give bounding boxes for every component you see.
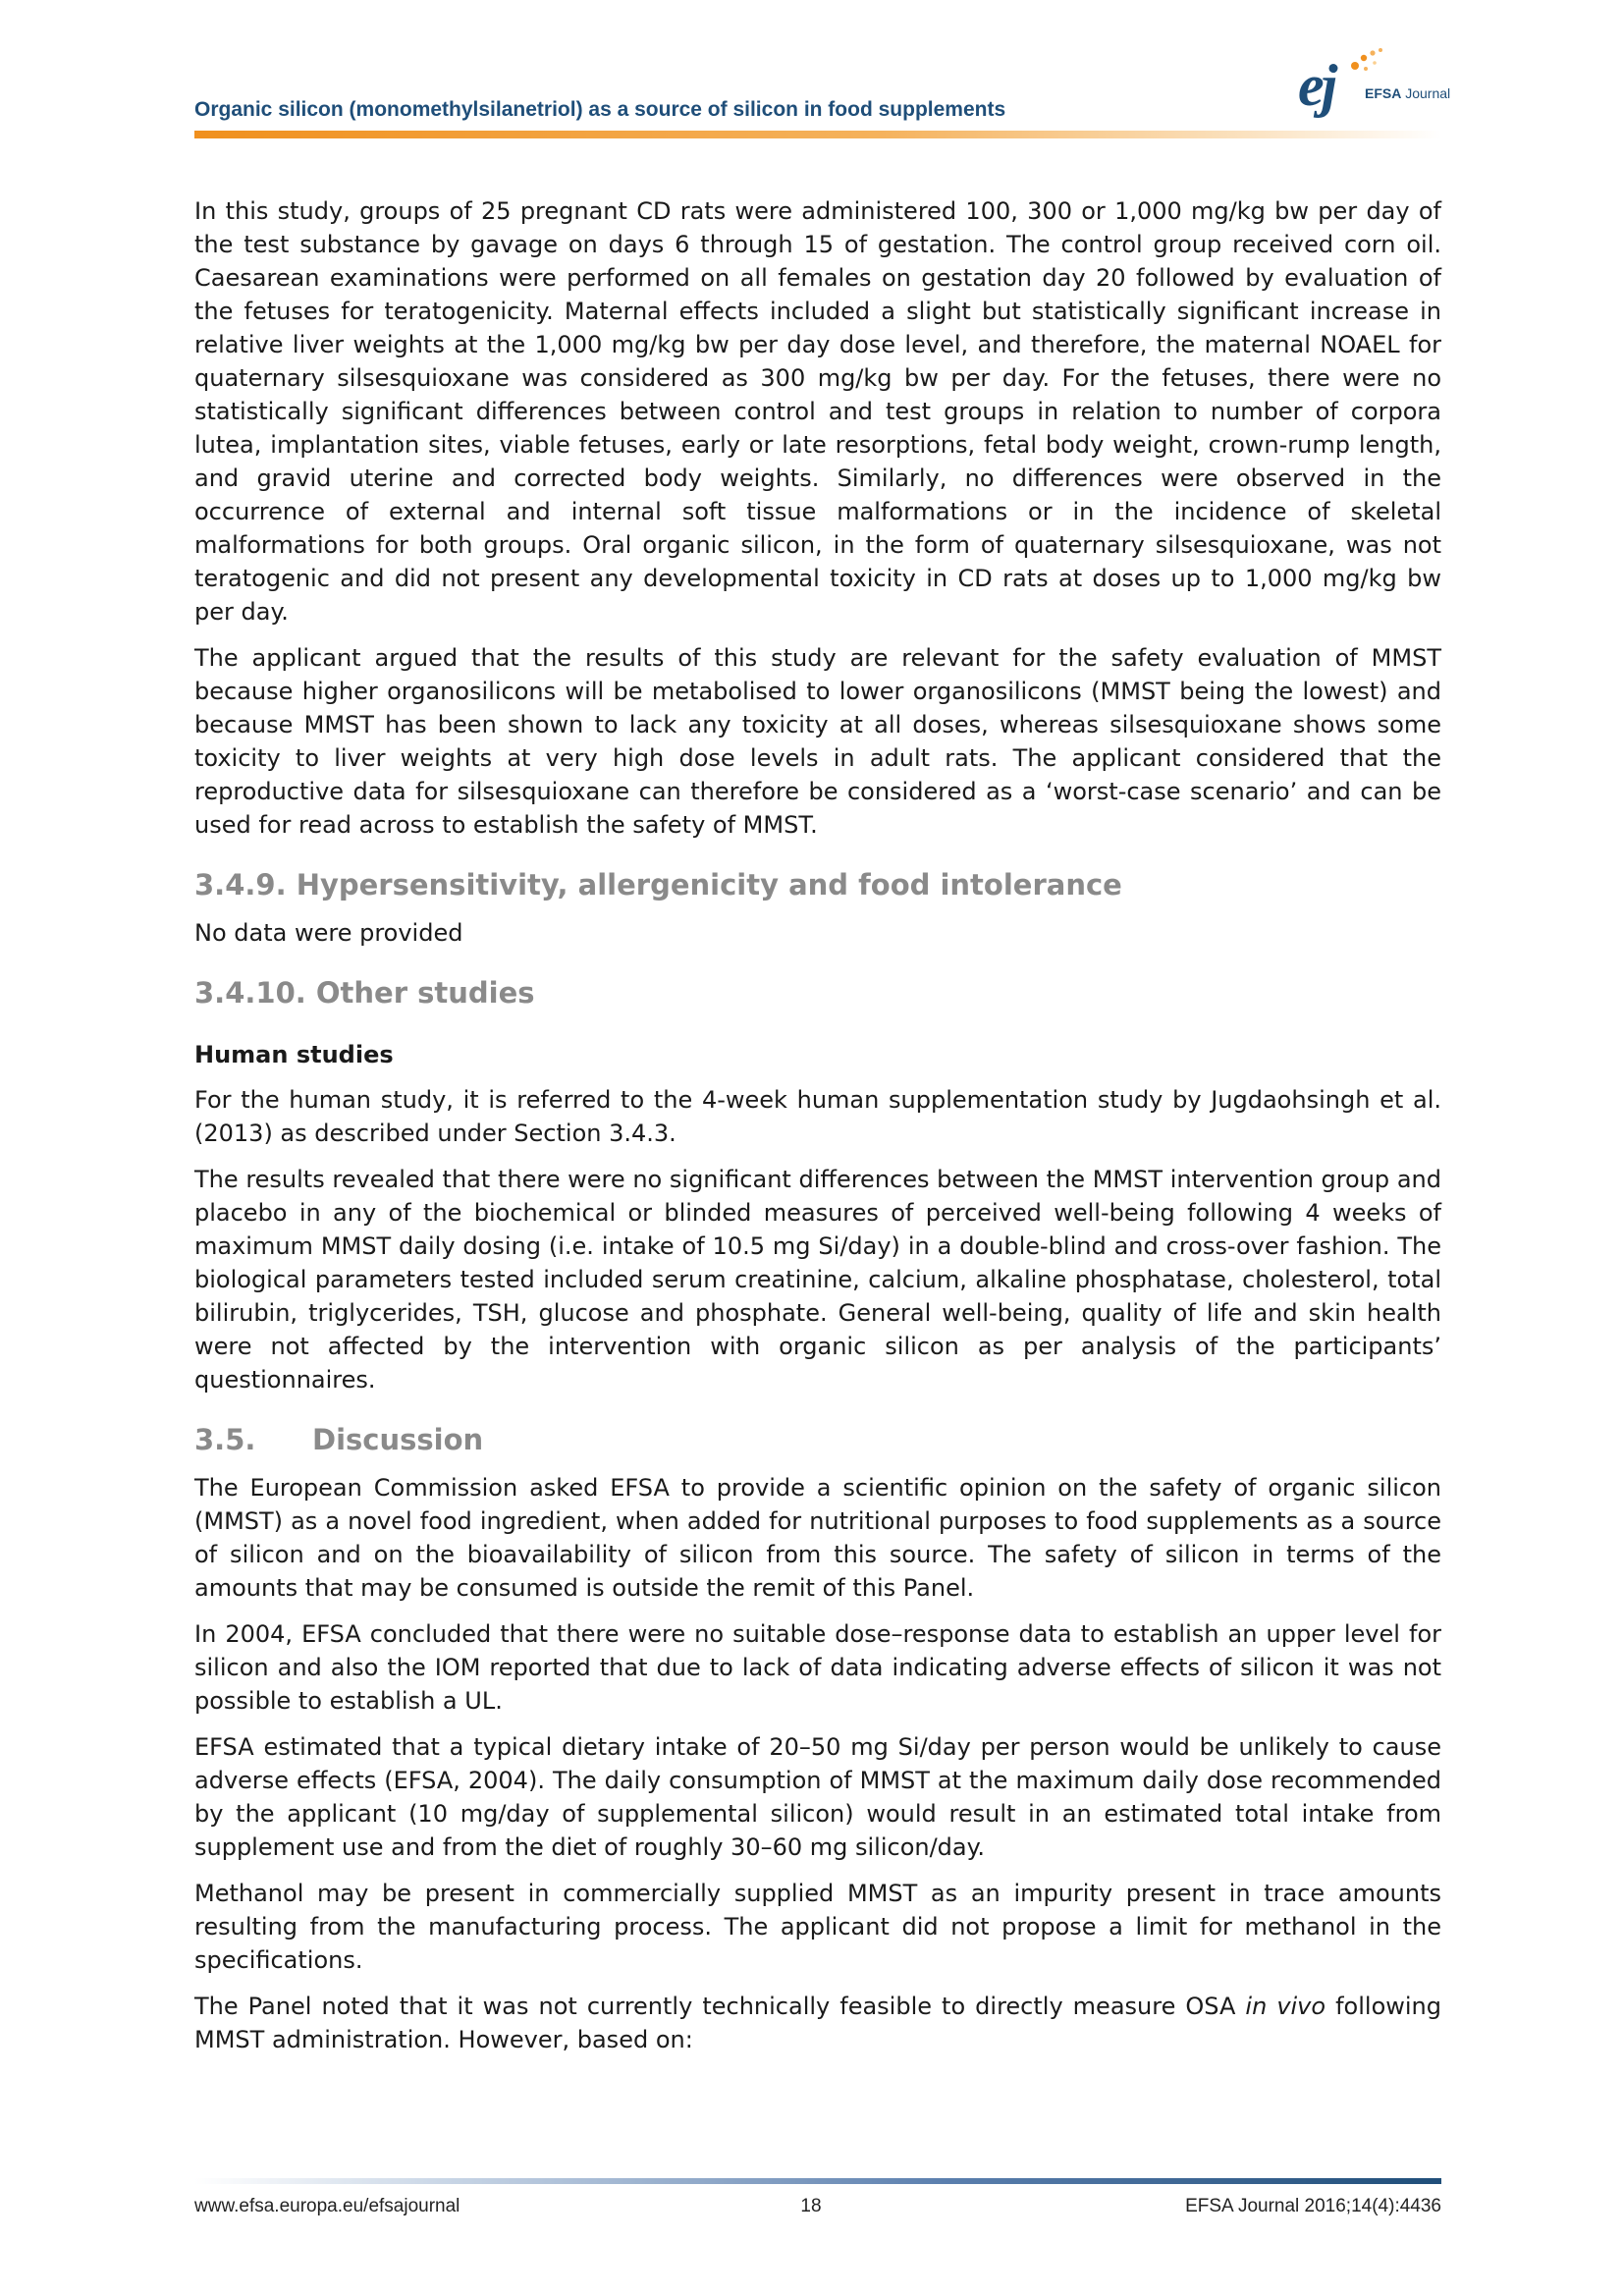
section-title: Other studies <box>315 976 535 1010</box>
paragraph: In this study, groups of 25 pregnant CD rats were administered 100, 300 or 1,000 mg/kg bw per day of the test substance by gavage on days 6 through 15 of gestation. The control group received corn oil. Caesarean examinations were performed on all females on gestation day 20 followed by evaluation of the fetuses for teratogenicity. Maternal effects included a slight but statistically significant increase in relative liver weights at the 1,000 mg/kg bw per day dose level, and therefore, the maternal NOAEL for quaternary silsesquioxane was considered as 300 mg/kg bw per day. For the fetuses, there were no statistically significant differences between control and test groups in relation to number of corpora lutea, implantation sites, viable fetuses, early or late resorptions, fetal body weight, crown-rump length, and gravid uterine and corrected body weights. Similarly, no differences were observed in the occurrence of external and internal soft tissue malformations or in the incidence of skeletal malformations for both groups. Oral organic silicon, in the form of quaternary silsesquioxane, was not teratogenic and did not present any developmental toxicity in CD rats at doses up to 1,000 mg/kg bw per day. <box>194 197 1441 626</box>
header-rule <box>194 131 1441 138</box>
logo-ej-mark: ej <box>1298 53 1335 118</box>
text-run: The Panel noted that it was not currently technically feasible to directly measure OSA <box>194 1993 1246 2020</box>
paragraph: The applicant argued that the results of this study are relevant for the safety evaluation of MMST because higher organosilicons will be metabolised to lower organosilicons (MMST being the lowest) and because MMST has been shown to lack any toxicity at all doses, whereas silsesquioxane shows some toxicity to liver weights at very high dose levels in adult rats. The applicant considered that the reproductive data for silsesquioxane can therefore be considered as a ‘worst-case scenario’ and can be used for read across to establish the safety of MMST. <box>194 644 1441 839</box>
section-title: Discussion <box>312 1423 484 1456</box>
paragraph: In 2004, EFSA concluded that there were no suitable dose–response data to establish an upper level for silicon and also the IOM reported that due to lack of data indicating adverse effects of silicon it was not possible to establish a UL. <box>194 1620 1441 1715</box>
paragraph: Methanol may be present in commercially supplied MMST as an impurity present in trace amounts resulting from the manufacturing process. The applicant did not propose a limit for methanol in the specifications. <box>194 1880 1441 1974</box>
section-title: Hypersensitivity, allergenicity and food intolerance <box>296 868 1122 902</box>
section-number: 3.5. <box>194 1423 256 1456</box>
paragraph: For the human study, it is referred to the 4-week human supplementation study by Jugdaohsingh et al. (2013) as described under Section 3.4.3. <box>194 1086 1441 1147</box>
paragraph: The European Commission asked EFSA to provide a scientific opinion on the safety of organic silicon (MMST) as a novel food ingredient, when added for nutritional purposes to food supplements as a source of silicon and on the bioavailability of silicon from this source. The safety of silicon in terms of the amounts that may be consumed is outside the remit of this Panel. <box>194 1474 1441 1602</box>
section-heading-3-5 <box>194 1422 1441 1457</box>
footer-citation: EFSA Journal 2016;14(4):4436 <box>1185 2196 1441 2216</box>
logo-efsa: EFSA <box>1365 85 1402 101</box>
paragraph: EFSA estimated that a typical dietary intake of 20–50 mg Si/day per person would be unlikely to cause adverse effects (EFSA, 2004). The daily consumption of MMST at the maximum daily dose recommended by the applicant (10 mg/day of supplemental silicon) would result in an estimated total intake from supplement use and from the diet of roughly 30–60 mg silicon/day. <box>194 1733 1441 1861</box>
section-heading-3-4-10 <box>194 975 1441 1011</box>
italic-term: in vivo <box>1245 1993 1326 2020</box>
section-number: 3.4.9. <box>194 868 287 902</box>
paragraph: The results revealed that there were no significant differences between the MMST intervention group and placebo in any of the biochemical or blinded measures of perceived well-being following 4 weeks of maximum MMST daily dosing (i.e. intake of 10.5 mg Si/day) in a double-blind and cross-over fashion. The biological parameters tested included serum creatinine, calcium, alkaline phosphatase, cholesterol, total bilirubin, triglycerides, TSH, glucose and phosphate. General well-being, quality of life and skin health were not affected by the intervention with organic silicon as per analysis of the participants’ questionnaires. <box>194 1166 1441 1394</box>
footer-journal-link[interactable]: www.efsa.europa.eu/efsajournal <box>194 2196 460 2216</box>
logo-journal: Journal <box>1405 85 1451 101</box>
section-number: 3.4.10. <box>194 976 306 1010</box>
running-title: Organic silicon (monomethylsilanetriol) as a source of silicon in food supplements <box>194 98 1006 121</box>
paragraph <box>194 1990 1441 2056</box>
page-number: 18 <box>800 2196 822 2216</box>
main-content <box>194 194 1441 2069</box>
footer-rule <box>194 2178 1441 2184</box>
subheading-human-studies: Human studies <box>194 1041 394 1068</box>
text-run: following MMST administration. However, based on: <box>194 1993 1442 2053</box>
section-heading-3-4-9 <box>194 867 1441 902</box>
logo-dots-icon <box>1333 44 1392 74</box>
efsa-journal-logo <box>1298 44 1455 128</box>
paragraph: No data were provided <box>194 919 463 947</box>
logo-wordmark <box>1365 85 1450 101</box>
